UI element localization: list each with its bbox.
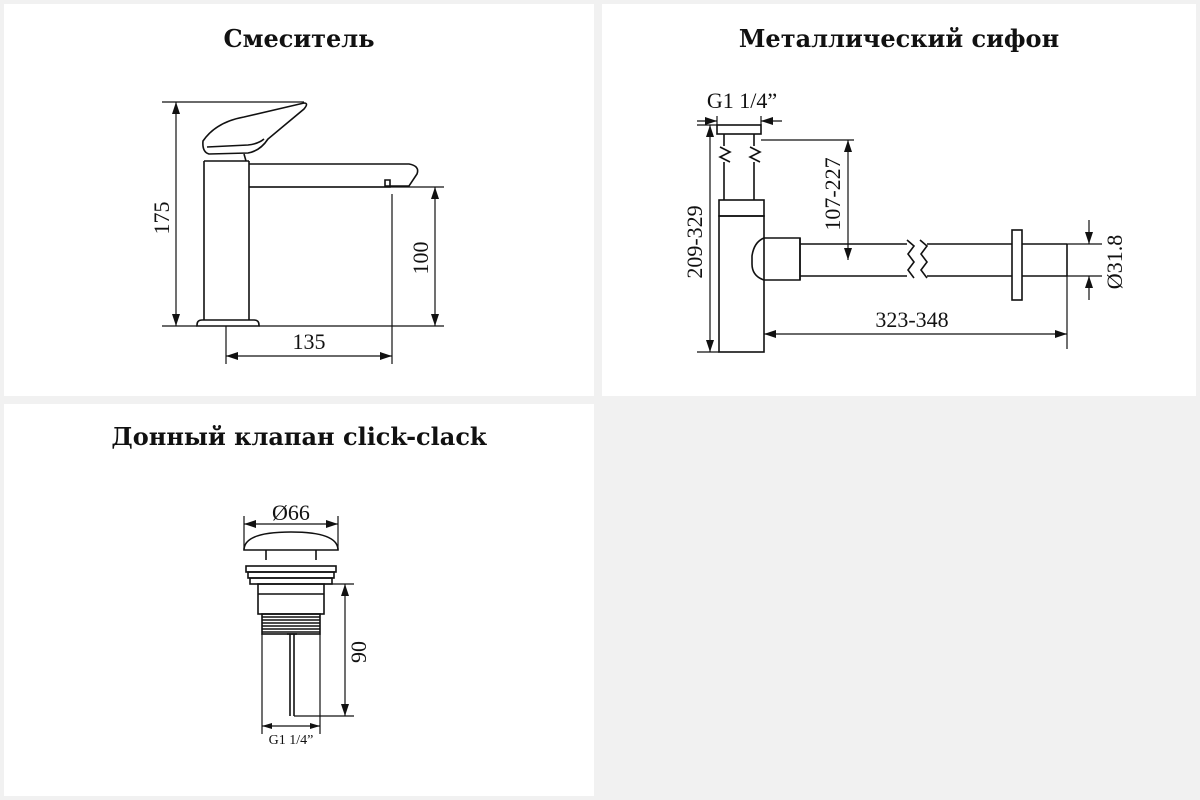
drain-body xyxy=(258,584,324,614)
siphon-panel xyxy=(602,4,1196,396)
siphon-height-label: 209-329 xyxy=(682,205,707,279)
mixer-title: Смеситель xyxy=(223,24,375,53)
mixer-base xyxy=(197,320,259,326)
siphon-wall-flange xyxy=(1012,230,1022,300)
siphon-bottle xyxy=(719,216,764,352)
mixer-spout xyxy=(249,164,418,187)
siphon-thread-label: G1 1/4” xyxy=(706,88,778,113)
mixer-drawing xyxy=(4,4,594,396)
siphon-outlet-height-label: 107-227 xyxy=(820,157,845,231)
drain-panel xyxy=(4,404,594,796)
drain-flange-1 xyxy=(246,566,336,572)
drain-thread-label: G1 1/4” xyxy=(268,733,314,748)
siphon-elbow xyxy=(752,238,800,280)
mixer-spout-height-label: 100 xyxy=(408,241,433,275)
siphon-length-label: 323-348 xyxy=(875,307,949,332)
siphon-top-flange xyxy=(717,125,761,134)
mixer-reach-label: 135 xyxy=(292,329,326,354)
empty-panel xyxy=(602,404,1196,796)
mixer-panel xyxy=(4,4,594,396)
drain-flange-2 xyxy=(248,572,334,578)
drain-drawing xyxy=(4,404,594,796)
siphon-title: Металлический сифон xyxy=(738,24,1060,53)
drain-cap xyxy=(244,532,338,550)
drain-diameter-label: Ø66 xyxy=(272,500,310,525)
mixer-height-label: 175 xyxy=(149,201,174,235)
drain-title: Донный клапан click-clack xyxy=(111,422,487,451)
drain-height-label: 90 xyxy=(346,641,371,663)
siphon-drawing xyxy=(602,4,1196,396)
siphon-diameter-label: Ø31.8 xyxy=(1102,234,1127,290)
siphon-collar xyxy=(719,200,764,216)
drain-flange-3 xyxy=(250,578,332,584)
